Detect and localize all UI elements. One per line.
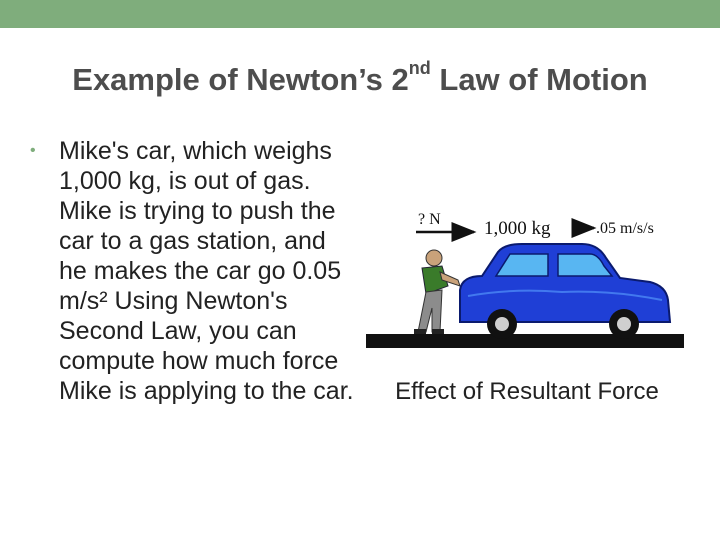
force-label: ? N: [418, 211, 441, 228]
bullet-item: [30, 136, 360, 406]
car-push-illustration: [362, 196, 686, 352]
slide-title: [0, 58, 720, 98]
car-icon: [460, 244, 670, 339]
bullet-text: Mike's car, which weighs 1,000 kg, is out of gas. Mike is trying to push the car to a gas station, and he makes the car go 0.05 m/s² Using Newton's Second Law, you can compute how much force Mike is applying to the car.: [59, 137, 354, 405]
illustration-svg: [362, 196, 686, 352]
bullet-dot-icon: •: [30, 142, 36, 159]
acceleration-label: .05 m/s/s: [596, 220, 654, 237]
title-main: Example of Newton’s 2: [72, 62, 409, 97]
title-superscript: nd: [408, 58, 431, 78]
title-end: Law of Motion: [430, 62, 648, 97]
person-pushing-icon: [414, 250, 460, 334]
mass-label: 1,000 kg: [484, 218, 551, 239]
figure-caption: Effect of Resultant Force: [395, 378, 659, 405]
top-accent-bar: [0, 0, 720, 28]
ground-line: [366, 334, 684, 348]
